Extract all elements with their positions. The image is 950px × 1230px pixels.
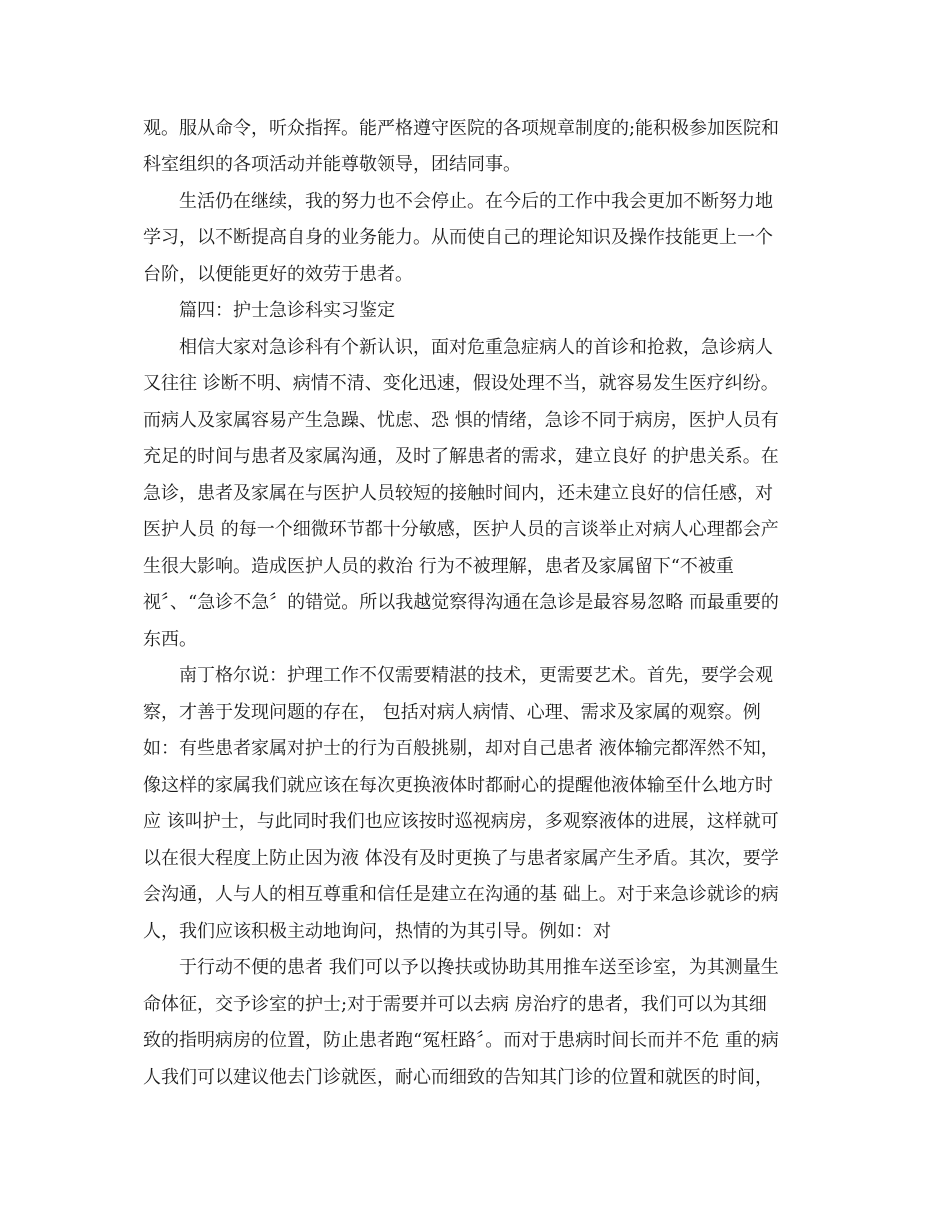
text-line: 人，我们应该积极主动地询问，热情的为其引导。例如：对 (143, 921, 611, 942)
text-line: 相信大家对急诊科有个新认识，面对危重急症病人的首诊和抢救，急诊病人 (179, 337, 773, 358)
text-line: 东西。 (143, 629, 197, 650)
text-line: 生很大影响。造成医护人员的救治 行为不被理解，患者及家属留下“不被重 (143, 556, 734, 577)
text-line: 台阶，以便能更好的效劳于患者。 (143, 264, 413, 285)
text-line: 科室组织的各项活动并能尊敬领导，团结同事。 (143, 154, 521, 175)
text-line: 像这样的家属我们就应该在每次更换液体时都耐心的提醒他液体输至什么地方时 (143, 775, 773, 796)
text-line: 医护人员 的每一个细微环节都十分敏感，医护人员的言谈举止对病人心理都会产 (143, 519, 779, 540)
text-line: 人我们可以建议他去门诊就医，耐心而细致的告知其门诊的位置和就医的时间， (143, 1067, 773, 1088)
section-heading: 篇四：护士急诊科实习鉴定 (179, 300, 395, 321)
text-line: 会沟通，人与人的相互尊重和信任是建立在沟通的基 础上。对于来急诊就诊的病 (143, 884, 779, 905)
text-line: 南丁格尔说：护理工作不仅需要精湛的技术，更需要艺术。首先，要学会观 (179, 665, 773, 686)
text-line: 生活仍在继续，我的努力也不会停止。在今后的工作中我会更加不断努力地 (179, 191, 773, 212)
text-line: 以在很大程度上防止因为液 体没有及时更换了与患者家属产生矛盾。其次，要学 (143, 848, 779, 869)
text-line: 观。服从命令，听众指挥。能严格遵守医院的各项规章制度的;能积极参加医院和 (143, 118, 780, 139)
text-line: 又往往 诊断不明、病情不清、变化迅速，假设处理不当，就容易发生医疗纠纷。 (143, 373, 779, 394)
text-line: 充足的时间与患者及家属沟通，及时了解患者的需求，建立良好 的护患关系。在 (143, 446, 779, 467)
text-line: 急诊，患者及家属在与医护人员较短的接触时间内，还未建立良好的信任感，对 (143, 483, 773, 504)
text-line: 学习，以不断提高自身的业务能力。从而使自己的理论知识及操作技能更上一个 (143, 227, 773, 248)
text-line: 而病人及家属容易产生急躁、忧虑、恐 惧的情绪，急诊不同于病房，医护人员有 (143, 410, 779, 431)
text-line: 察，才善于发现问题的存在， 包括对病人病情、心理、需求及家属的观察。例 (143, 702, 761, 723)
text-line: 于行动不便的患者 我们可以予以搀扶或协助其用推车送至诊室，为其测量生 (179, 957, 779, 978)
text-line: 应 该叫护士，与此同时我们也应该按时巡视病房，多观察液体的进展，这样就可 (143, 811, 779, 832)
text-line: 如：有些患者家属对护士的行为百般挑剔，却对自己患者 液体输完都浑然不知， (143, 738, 779, 759)
text-line: 命体征，交予诊室的护士;对于需要并可以去病 房治疗的患者，我们可以为其细 (143, 994, 767, 1015)
text-line: 视〞、“急诊不急〞的错觉。所以我越觉察得沟通在急诊是最容易忽略 而最重要的 (143, 592, 779, 613)
text-line: 致的指明病房的位置，防止患者跑“冤枉路〞。而对于患病时间长而并不危 重的病 (143, 1030, 779, 1051)
